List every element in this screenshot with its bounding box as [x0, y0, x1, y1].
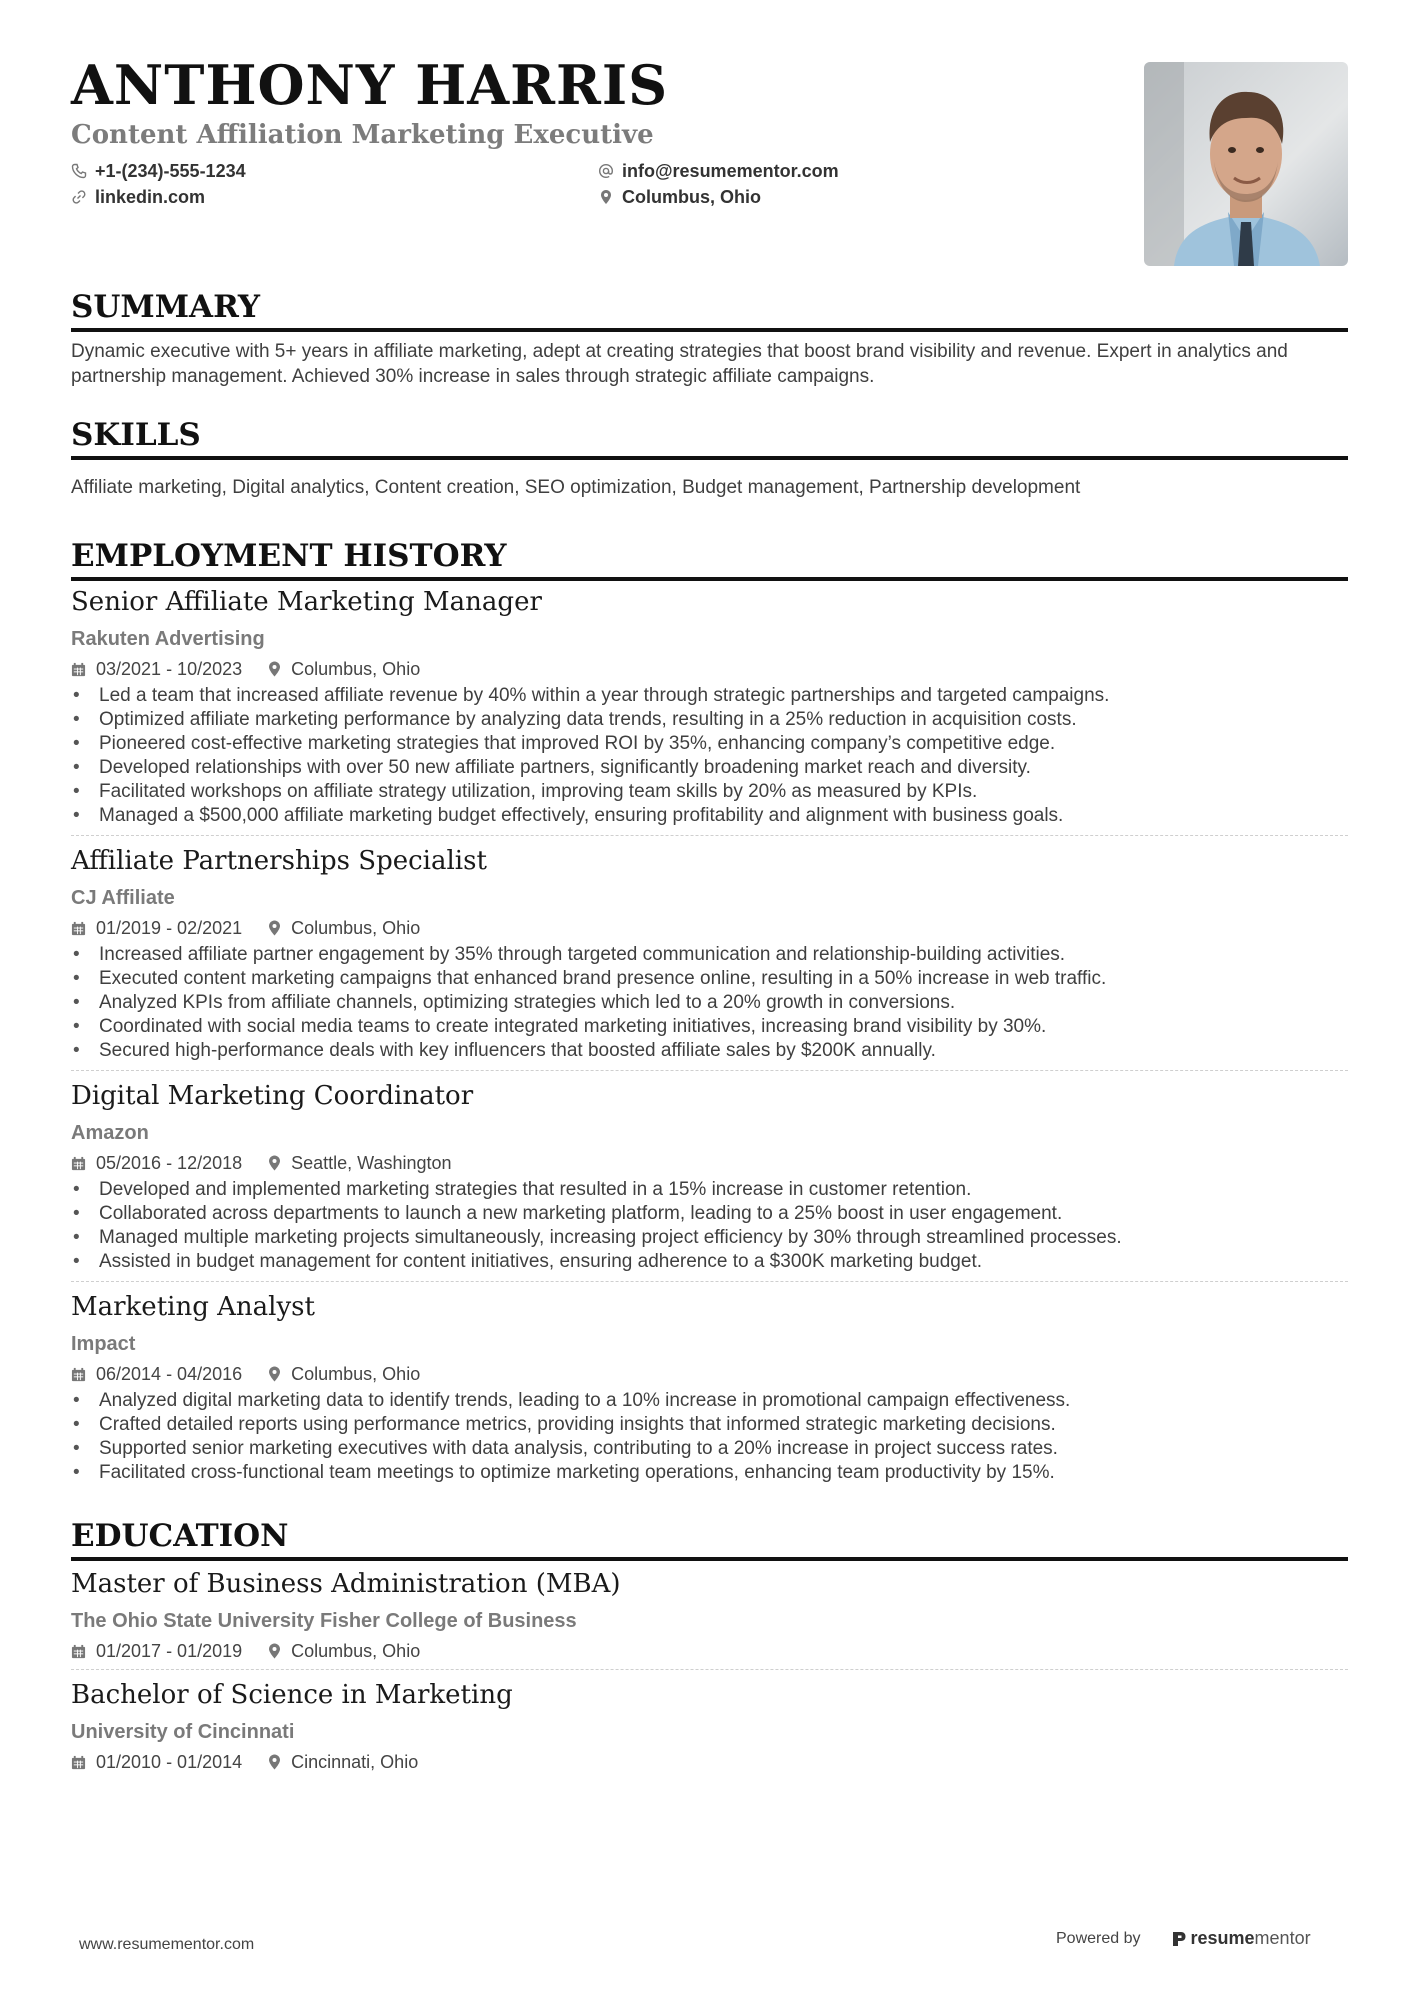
job-dates: 06/2014 - 04/2016	[96, 1364, 243, 1384]
job-company: Impact	[71, 1333, 136, 1355]
contact-linkedin[interactable]	[71, 188, 205, 206]
location-pin-icon	[268, 1643, 281, 1659]
contact-email[interactable]	[598, 162, 839, 180]
job-company: CJ Affiliate	[71, 887, 175, 909]
email-text: info@resumementor.com	[622, 161, 839, 181]
job-bullets	[71, 1178, 1348, 1274]
entry-divider	[71, 835, 1348, 836]
job-bullet: • Developed and implemented marketing strategies that resulted in a 15% increase in customer retention.	[71, 1178, 1348, 1202]
location-pin-icon	[268, 1754, 281, 1770]
employment-heading: EMPLOYMENT HISTORY	[71, 541, 1348, 581]
contact-location	[598, 188, 761, 206]
education-meta	[71, 1642, 420, 1660]
location-pin-icon	[268, 661, 281, 677]
job-bullet: • Supported senior marketing executives with data analysis, contributing to a 20% increase in project success rates.	[71, 1437, 1348, 1461]
summary-heading: SUMMARY	[71, 292, 1348, 332]
candidate-role: Content Affiliation Marketing Executive	[71, 120, 654, 150]
job-meta	[71, 919, 420, 937]
job-bullet: • Developed relationships with over 50 new affiliate partners, significantly broadening market reach and diversity.	[71, 756, 1348, 780]
job-title: Affiliate Partnerships Specialist	[71, 846, 487, 876]
footer-branding	[1056, 1928, 1311, 1949]
job-location: Columbus, Ohio	[291, 918, 421, 938]
calendar-icon	[71, 1644, 86, 1659]
job-bullet: • Led a team that increased affiliate revenue by 40% within a year through strategic partnerships and targeted campaigns.	[71, 684, 1348, 708]
job-location: Seattle, Washington	[291, 1153, 452, 1173]
job-bullet: • Managed multiple marketing projects simultaneously, increasing project efficiency by 30% through streamlined processes.	[71, 1226, 1348, 1250]
job-bullet: • Pioneered cost-effective marketing strategies that improved ROI by 35%, enhancing company’s competitive edge.	[71, 732, 1348, 756]
at-icon	[598, 163, 614, 179]
job-bullets	[71, 684, 1348, 828]
job-title: Digital Marketing Coordinator	[71, 1081, 474, 1111]
job-bullets	[71, 943, 1348, 1063]
contact-phone	[71, 162, 246, 180]
job-bullet: • Analyzed KPIs from affiliate channels, optimizing strategies which led to a 20% growth in conversions.	[71, 991, 1348, 1015]
job-meta	[71, 1365, 420, 1383]
education-dates: 01/2017 - 01/2019	[96, 1641, 243, 1661]
education-location: Columbus, Ohio	[291, 1641, 421, 1661]
education-meta	[71, 1753, 418, 1771]
job-bullet: • Crafted detailed reports using performance metrics, providing insights that informed strategic marketing decisions.	[71, 1413, 1348, 1437]
entry-divider	[71, 1669, 1348, 1670]
location-pin-icon	[598, 189, 614, 205]
job-meta	[71, 660, 420, 678]
job-dates: 01/2019 - 02/2021	[96, 918, 243, 938]
phone-icon	[71, 163, 87, 179]
job-bullet: • Collaborated across departments to launch a new marketing platform, leading to a 25% boost in user engagement.	[71, 1202, 1348, 1226]
location-pin-icon	[268, 1155, 281, 1171]
job-bullet: • Facilitated workshops on affiliate strategy utilization, improving team skills by 20% as measured by KPIs.	[71, 780, 1348, 804]
job-bullet: • Secured high-performance deals with key influencers that boosted affiliate sales by $200K annually.	[71, 1039, 1348, 1063]
job-bullet: • Analyzed digital marketing data to identify trends, leading to a 10% increase in promotional campaign effectiveness.	[71, 1389, 1348, 1413]
school-name: The Ohio State University Fisher College of Business	[71, 1610, 577, 1632]
entry-divider	[71, 1070, 1348, 1071]
calendar-icon	[71, 1367, 86, 1382]
calendar-icon	[71, 1755, 86, 1770]
resumementor-logo-icon	[1171, 1930, 1187, 1948]
job-bullet: • Increased affiliate partner engagement by 35% through targeted communication and relationship-building activities.	[71, 943, 1348, 967]
location-pin-icon	[268, 920, 281, 936]
school-name: University of Cincinnati	[71, 1721, 295, 1743]
job-bullet: • Assisted in budget management for content initiatives, ensuring adherence to a $300K marketing budget.	[71, 1250, 1348, 1274]
job-bullet: • Executed content marketing campaigns that enhanced brand presence online, resulting in a 50% increase in web traffic.	[71, 967, 1348, 991]
job-dates: 03/2021 - 10/2023	[96, 659, 243, 679]
job-company: Rakuten Advertising	[71, 628, 265, 650]
job-bullet: • Optimized affiliate marketing performance by analyzing data trends, resulting in a 25% reduction in acquisition costs.	[71, 708, 1348, 732]
job-company: Amazon	[71, 1122, 149, 1144]
location-pin-icon	[268, 1366, 281, 1382]
calendar-icon	[71, 1156, 86, 1171]
job-meta	[71, 1154, 452, 1172]
skills-text: Affiliate marketing, Digital analytics, Content creation, SEO optimization, Budget management, Partnership development	[71, 477, 1081, 498]
phone-text: +1-(234)-555-1234	[95, 161, 246, 181]
linkedin-text: linkedin.com	[95, 187, 206, 207]
job-dates: 05/2016 - 12/2018	[96, 1153, 243, 1173]
calendar-icon	[71, 662, 86, 677]
degree-title: Bachelor of Science in Marketing	[71, 1680, 513, 1710]
job-bullet: • Coordinated with social media teams to create integrated marketing initiatives, increasing brand visibility by 30%.	[71, 1015, 1348, 1039]
job-bullet: • Facilitated cross-functional team meetings to optimize marketing operations, enhancing team productivity by 15%.	[71, 1461, 1348, 1485]
profile-photo	[1144, 62, 1348, 266]
education-heading: EDUCATION	[71, 1521, 1348, 1561]
calendar-icon	[71, 921, 86, 936]
job-title: Marketing Analyst	[71, 1292, 315, 1322]
summary-text: Dynamic executive with 5+ years in affiliate marketing, adept at creating strategies that boost brand visibility and revenue. Expert in analytics and partnership management. Achieved 30% increase in sales through strategic affiliate campaigns.	[71, 341, 1288, 387]
entry-divider	[71, 1281, 1348, 1282]
skills-heading: SKILLS	[71, 420, 1348, 460]
job-location: Columbus, Ohio	[291, 1364, 421, 1384]
location-text: Columbus, Ohio	[622, 187, 761, 207]
powered-by-label: Powered by	[1056, 1929, 1141, 1947]
education-location: Cincinnati, Ohio	[291, 1752, 419, 1772]
brand-name-light: mentor	[1254, 1928, 1311, 1948]
link-icon	[71, 189, 87, 205]
education-dates: 01/2010 - 01/2014	[96, 1752, 243, 1772]
degree-title: Master of Business Administration (MBA)	[71, 1569, 621, 1599]
footer-website-link[interactable]: www.resumementor.com	[79, 1936, 255, 1953]
job-bullet: • Managed a $500,000 affiliate marketing budget effectively, ensuring profitability and alignment with business goals.	[71, 804, 1348, 828]
job-bullets	[71, 1389, 1348, 1485]
brand-logo[interactable]	[1171, 1928, 1311, 1949]
job-title: Senior Affiliate Marketing Manager	[71, 587, 542, 617]
brand-name-bold: resume	[1190, 1928, 1255, 1948]
candidate-name: ANTHONY HARRIS	[71, 53, 669, 117]
job-location: Columbus, Ohio	[291, 659, 421, 679]
